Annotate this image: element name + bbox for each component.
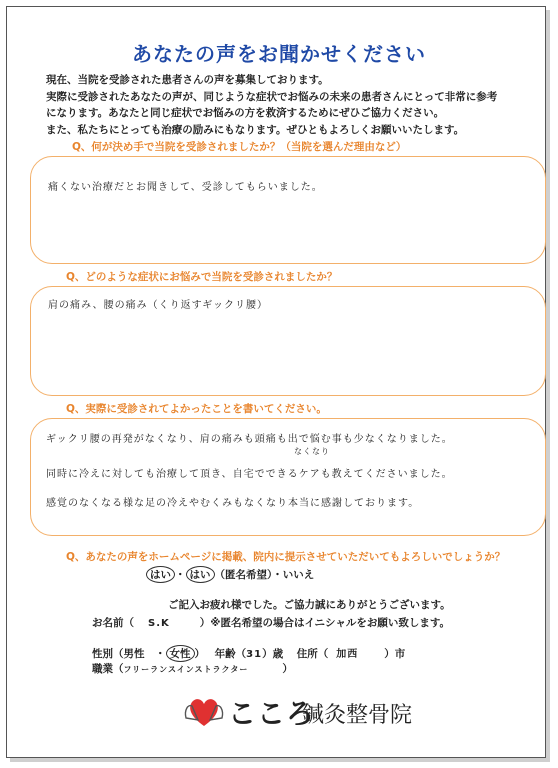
- intro-line: 実際に受診されたあなたの声が、同じような症状でお悩みの未来の患者さんにとって非常に参考: [46, 90, 498, 103]
- intro-text: [46, 72, 526, 138]
- page-title: あなたの声をお聞かせください: [132, 42, 426, 66]
- job-value[interactable]: フリーランスインストラクター: [123, 665, 249, 674]
- answer-box-1[interactable]: [30, 156, 546, 264]
- question-3-label: Q、実際に受診されてよかったことを書いてください。: [66, 403, 327, 415]
- name-label: お名前（: [92, 617, 134, 629]
- age-close: ）歳: [262, 648, 284, 660]
- age-label: 年齢（: [214, 648, 247, 660]
- gender-female-option[interactable]: 女性: [166, 645, 195, 662]
- answer-3-line-2: 同時に冷えに対しても治療して頂き、自宅でできるケアも教えてくださいました。: [46, 469, 453, 480]
- consent-no-option[interactable]: いいえ: [282, 569, 315, 581]
- question-1-label: Q、何が決め手で当院を受診されましたか？（当院を選んだ理由など）: [72, 141, 407, 153]
- answer-2-text: 肩の痛み、腰の痛み（くり返すギックリ腰）: [48, 300, 268, 311]
- intro-line: になります。あなたと同じ症状でお悩みの方を救済するためにぜひご協力ください。: [46, 107, 445, 119]
- name-note: ※匿名希望の場合はイニシャルをお願い致します。: [210, 617, 450, 629]
- thanks-message: ご記入お疲れ様でした。ご協力誠にありがとうございます。: [168, 599, 451, 611]
- job-row: [92, 661, 293, 676]
- answer-3-line-1: ギックリ腰の再発がなくなり、肩の痛みも頭痛も出で悩む事も少なくなりました。: [46, 434, 453, 445]
- profile-row: [92, 645, 405, 662]
- address-value[interactable]: 加西: [336, 649, 359, 660]
- consent-yes-anonymous-option[interactable]: はい: [186, 566, 215, 583]
- anonymous-note: （匿名希望）: [214, 569, 273, 581]
- question-2-label: Q、どのような症状にお悩みで当院を受診されましたか？: [66, 271, 338, 283]
- heart-hands-icon: [182, 688, 226, 732]
- name-close: ）: [199, 617, 211, 629]
- address-close: ）市: [384, 648, 406, 660]
- age-value[interactable]: 31: [246, 649, 263, 660]
- logo-text-main: こころ: [228, 697, 316, 730]
- consent-yes-option[interactable]: はい: [146, 566, 175, 583]
- question-4-label: Q、あなたの声をホームページに掲載、院内に提示させていただいてもよろしいでしょうか？: [66, 551, 506, 563]
- separator: ・: [272, 569, 283, 581]
- name-row: [92, 615, 450, 630]
- answer-1-text: 痛くない治療だとお聞きして、受診してもらいました。: [48, 182, 323, 193]
- gender-close: ）: [194, 648, 205, 660]
- separator: ・: [175, 569, 186, 581]
- answer-3-annotation: なくなり: [294, 447, 330, 456]
- name-value[interactable]: S.K: [148, 618, 170, 629]
- gender-label: 性別（男性 ・: [92, 648, 166, 660]
- consent-options: [146, 566, 314, 583]
- intro-line: また、私たちにとっても治療の励みにもなります。ぜひともよろしくお願いいたします。: [46, 123, 465, 136]
- job-close: ）: [282, 663, 293, 675]
- answer-3-line-3: 感覚のなくなる様な足の冷えやむくみもなくなり本当に感謝しております。: [46, 498, 420, 509]
- clinic-logo: [182, 688, 452, 732]
- intro-line: 現在、当院を受診された患者さんの声を募集しております。: [46, 74, 329, 86]
- job-label: 職業（: [92, 663, 124, 675]
- logo-text-sub: 鍼灸整骨院: [302, 703, 413, 728]
- address-label: 住所（: [296, 648, 329, 660]
